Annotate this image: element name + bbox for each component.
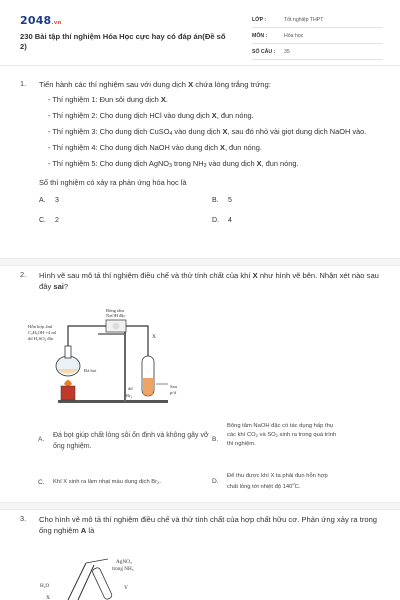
option-text: 5 <box>228 196 232 204</box>
meta-value: Hóa học <box>284 33 304 39</box>
meta-key: SỐ CÂU : <box>252 49 276 55</box>
experiment-text: , đun nóng. <box>224 143 262 153</box>
meta-row-subject <box>252 30 382 44</box>
option-b[interactable] <box>212 422 382 449</box>
question-number: 1. <box>20 79 27 88</box>
label-mix-2: C₂H₅OH +4 ml <box>28 330 57 335</box>
label-agno3-2: trong NH₃ <box>112 566 134 572</box>
label-sau-1: Sau <box>170 384 177 389</box>
option-fragment: . <box>159 479 161 485</box>
question-3 <box>20 514 384 537</box>
cotton-icon <box>113 323 120 330</box>
subscript: 2 <box>275 432 278 438</box>
option-c[interactable] <box>38 478 213 487</box>
option-fragment: và SO <box>257 431 276 438</box>
option-letter: B. <box>212 196 219 204</box>
option-fragment: C. <box>294 483 301 490</box>
subscript: 2 <box>157 480 160 485</box>
label-mix-1: Hỗn hợp 2ml <box>28 324 53 329</box>
label-agno3-1: AgNO₃ <box>116 559 132 565</box>
stem-x: X <box>252 271 258 280</box>
label-dabot: Đá bọt <box>84 368 97 373</box>
stem-text: Tiến hành các thí nghiệm sau với dung dịch <box>39 80 189 89</box>
option-letter: D. <box>212 478 219 485</box>
question-stem <box>39 79 384 90</box>
stem-text: là <box>86 526 95 536</box>
meta-value: Tốt nghiệp THPT <box>284 17 324 23</box>
document-meta <box>252 14 382 62</box>
option-text: Đá bọt giúp chất lỏng sôi ổn định và không gây vỡ ống nghiệm. <box>53 432 209 450</box>
subscript: 2 <box>255 432 258 438</box>
tube-right <box>78 565 94 600</box>
option-letter: C. <box>39 216 46 224</box>
question-divider <box>0 258 400 266</box>
connector <box>86 559 108 563</box>
option-a[interactable] <box>39 196 59 205</box>
meta-row-count <box>252 46 382 60</box>
option-line <box>227 431 382 440</box>
question-number: 3. <box>20 514 27 523</box>
option-text: 3 <box>55 196 59 204</box>
option-letter: C. <box>38 479 45 486</box>
option-line <box>227 481 382 492</box>
option-c[interactable] <box>39 216 59 225</box>
experiment-4 <box>48 143 384 154</box>
meta-value: 35 <box>284 49 290 55</box>
tube-left <box>68 563 86 600</box>
label-x: X <box>46 595 50 600</box>
subscript: 4 <box>169 130 173 137</box>
label-dd: dd <box>128 386 133 391</box>
experiment-text: , sau đó nhỏ vài giọt dung dịch NaOH vào. <box>227 126 367 136</box>
option-b[interactable] <box>212 196 232 205</box>
experiment-text: - Thí nghiệm 3: Cho dung dịch CuSO <box>48 126 170 136</box>
experiment-x: X <box>220 143 225 153</box>
experiment-text: - Thí nghiệm 4: Cho dung dịch NaOH vào dung dịch <box>48 143 221 153</box>
stand-base <box>58 400 168 403</box>
superscript: o <box>292 480 295 486</box>
option-text <box>227 472 382 492</box>
experiment-x: X <box>160 95 166 105</box>
option-letter: B. <box>212 436 219 443</box>
option-letter: D. <box>212 216 219 224</box>
stem-text: Cho hình vẽ mô tả thí nghiệm điều chế và thử tính chất của hợp chất hữu cơ. Phản ứng xảy ra trong ống nghiệm <box>39 515 378 536</box>
experiment-text: trong NH <box>171 159 204 169</box>
label-y: Y <box>124 585 128 591</box>
experiment-text: . <box>165 95 168 105</box>
option-line: thí nghiệm. <box>227 440 256 447</box>
flame-icon <box>64 380 72 386</box>
option-fragment: Khí X sinh ra làm nhạt màu dung dịch Br <box>53 479 158 485</box>
experiment-text: , đun nóng. <box>261 159 299 169</box>
document-title: 230 Bài tập thí nghiệm Hóa Học cực hay có đáp án(Đề số 2) <box>20 32 226 52</box>
option-text <box>227 422 382 449</box>
experiment-2 <box>48 111 384 122</box>
logo[interactable] <box>20 14 62 29</box>
label-h2o: H₂O <box>40 583 50 589</box>
meta-key: MÔN : <box>252 33 268 39</box>
option-line: Bông tẩm NaOH đặc có tác dụng hấp thụ <box>227 423 334 429</box>
option-a[interactable] <box>38 431 210 452</box>
experiment-1 <box>48 95 384 106</box>
meta-key: LỚP : <box>252 17 267 23</box>
stem-text: ? <box>63 282 69 292</box>
header <box>0 0 400 66</box>
option-letter: A. <box>38 436 45 443</box>
label-x: X <box>152 334 156 340</box>
apparatus-figure-q2 <box>28 304 193 414</box>
question-body <box>39 514 384 537</box>
experiment-5 <box>48 159 384 171</box>
logo-main: 2048 <box>20 14 52 27</box>
option-text <box>53 478 213 487</box>
stem-text: Hình vẽ sau mô tả thí nghiệm điều chế và thử tính chất của khí <box>39 271 253 280</box>
option-d[interactable] <box>212 216 232 225</box>
options-row <box>39 192 384 212</box>
tube-a <box>92 567 113 600</box>
experiment-text: - Thí nghiệm 1: Đun sôi dung dịch <box>48 95 161 105</box>
experiment-x: X <box>211 111 217 121</box>
question-ask: Số thí nghiệm có xảy ra phản ứng hóa học là <box>39 177 187 187</box>
label-bongtam-2: NaOH đặc <box>106 313 126 318</box>
stem-emphasis: sai <box>53 282 64 292</box>
stem-emphasis: A <box>80 526 87 536</box>
label-br2: Br₂ <box>126 393 133 398</box>
experiment-text: , đun nóng. <box>216 111 254 121</box>
option-text: 2 <box>55 216 59 224</box>
option-fragment: chất lỏng tới nhiệt độ 140 <box>227 483 293 490</box>
meta-row-class <box>252 14 382 28</box>
subscript: 3 <box>203 163 207 170</box>
experiment-text: vào dung dịch <box>206 159 257 169</box>
option-letter: A. <box>39 196 46 204</box>
question-1 <box>20 79 384 232</box>
question-divider <box>0 502 400 510</box>
stem-text: chứa lòng trắng trứng: <box>193 80 271 89</box>
option-fragment: sinh ra trong quá trình <box>277 431 337 438</box>
option-line: Để thu được khí X ta phải đun hỗn hợp <box>227 473 328 479</box>
question-number: 2. <box>20 270 27 279</box>
burner <box>61 386 75 400</box>
stem-text: như hình vẽ bên. Nhận xét nào sau đây <box>39 271 379 292</box>
bromine-liquid <box>143 378 153 395</box>
label-bongtam-1: Bông tẩm <box>106 308 124 313</box>
question-2 <box>20 270 384 293</box>
option-text: 4 <box>228 216 232 224</box>
option-fragment: các khí CO <box>227 431 256 438</box>
label-sau-2: p/ứ <box>170 390 177 395</box>
flask-neck <box>65 346 71 358</box>
experiment-text: vào dung dịch <box>172 126 223 136</box>
label-mix-3: dd H₂SO₄ đặc <box>28 336 54 341</box>
stand-rod <box>124 326 126 402</box>
question-body <box>39 79 384 232</box>
apparatus-figure-q3 <box>36 553 176 600</box>
experiment-text: - Thí nghiệm 5: Cho dung dịch AgNO <box>48 159 170 169</box>
option-d[interactable] <box>212 472 382 492</box>
question-stem <box>39 514 384 537</box>
options-row <box>39 212 384 232</box>
subscript: 3 <box>169 163 172 170</box>
experiment-text: - Thí nghiệm 2: Cho dung dịch HCl vào dung dịch <box>48 111 212 121</box>
experiment-3 <box>39 127 384 139</box>
stem-x: X <box>188 80 194 89</box>
logo-suffix: .vn <box>51 20 62 26</box>
question-stem <box>39 270 384 293</box>
experiment-x: X <box>222 126 228 136</box>
question-body <box>39 270 384 293</box>
experiment-x: X <box>256 159 262 169</box>
